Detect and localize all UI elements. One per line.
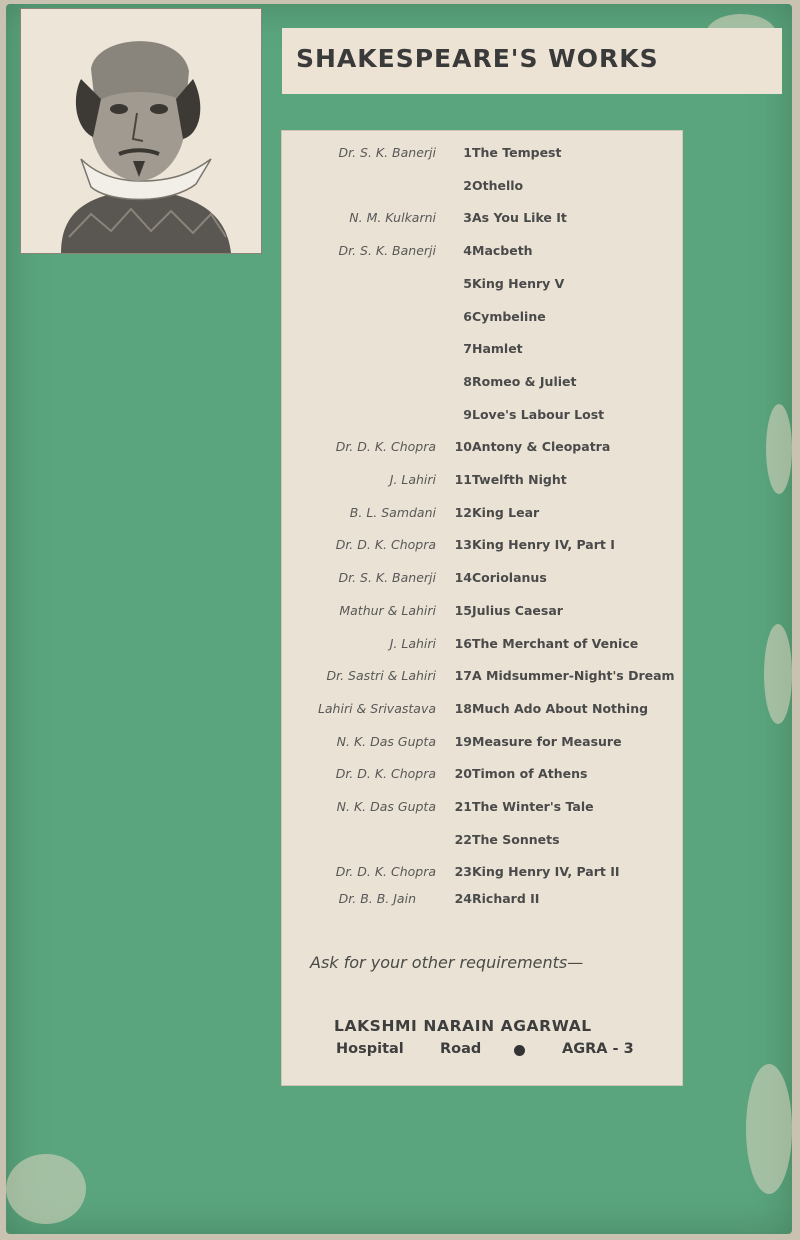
work-number: 21 — [454, 799, 472, 814]
work-title: The Tempest — [472, 145, 562, 160]
work-title: Julius Caesar — [472, 602, 563, 618]
work-number: 4 — [463, 243, 472, 259]
work-author: Lahiri & Srivastava — [317, 700, 436, 716]
work-title: Twelfth Night — [472, 472, 567, 487]
list-item — [282, 601, 682, 623]
work-author: Mathur & Lahiri — [339, 602, 436, 618]
work-author: Dr. D. K. Chopra — [335, 439, 436, 455]
work-number: 6 — [463, 308, 472, 324]
work-number: 20 — [454, 766, 472, 782]
list-item — [282, 143, 682, 165]
work-title: The Merchant of Venice — [472, 635, 639, 651]
work-author: Dr. S. K. Banerji — [338, 243, 436, 259]
work-number: 9 — [463, 406, 472, 422]
list-item — [282, 568, 682, 590]
work-number: 10 — [454, 439, 472, 455]
publisher-name: LAKSHMI NARAIN AGARWAL — [334, 1017, 592, 1035]
work-number: 3 — [463, 210, 472, 226]
list-item — [282, 307, 682, 329]
work-number: 15 — [454, 602, 472, 618]
work-title: Macbeth — [472, 243, 533, 259]
work-author: Dr. S. K. Banerji — [338, 145, 436, 160]
work-number: 8 — [463, 373, 472, 389]
work-title: Much Ado About Nothing — [472, 700, 649, 716]
address-city: AGRA - 3 — [562, 1041, 634, 1057]
work-number: 24 — [454, 891, 472, 907]
list-item — [282, 797, 682, 819]
work-number: 18 — [454, 700, 472, 716]
list-item — [282, 372, 682, 394]
work-number: 13 — [454, 537, 472, 553]
wear-mark — [746, 1064, 792, 1194]
work-number: 14 — [454, 570, 472, 586]
wear-mark — [766, 404, 792, 494]
dot-icon — [514, 1045, 525, 1056]
list-item — [282, 889, 682, 911]
work-author: Dr. B. B. Jain — [338, 891, 416, 907]
title-band — [282, 28, 782, 94]
work-title: Othello — [472, 177, 524, 193]
work-title: As You Like It — [472, 210, 567, 226]
wear-mark — [6, 1154, 86, 1224]
work-author: B. L. Samdani — [349, 504, 436, 520]
work-number: 12 — [454, 504, 472, 520]
shakespeare-portrait-icon — [21, 9, 261, 253]
list-item — [282, 634, 682, 656]
work-title: A Midsummer-Night's Dream — [472, 668, 675, 684]
work-title: King Henry IV, Part I — [472, 537, 615, 553]
work-number: 7 — [463, 341, 472, 357]
work-number: 1 — [463, 145, 472, 160]
work-title: Coriolanus — [472, 570, 547, 586]
work-author: N. K. Das Gupta — [336, 733, 436, 749]
work-number: 5 — [463, 275, 472, 291]
work-title: Cymbeline — [472, 308, 546, 324]
work-title: The Sonnets — [472, 831, 560, 847]
work-number: 22 — [454, 831, 472, 847]
address-street: Hospital — [336, 1041, 404, 1057]
work-title: King Lear — [472, 504, 540, 520]
work-author: Dr. Sastri & Lahiri — [326, 668, 436, 684]
list-item — [282, 830, 682, 852]
work-number: 11 — [454, 472, 472, 487]
work-author: Dr. D. K. Chopra — [335, 864, 436, 880]
work-title: Romeo & Juliet — [472, 373, 577, 389]
work-title: The Winter's Tale — [472, 799, 594, 814]
works-list-panel — [281, 130, 683, 1086]
list-item — [282, 699, 682, 721]
work-author: J. Lahiri — [389, 635, 436, 651]
list-item — [282, 535, 682, 557]
list-item — [282, 666, 682, 688]
author-portrait — [20, 8, 262, 254]
list-item — [282, 764, 682, 786]
work-title: Measure for Measure — [472, 733, 622, 749]
list-item — [282, 862, 682, 884]
wear-mark — [764, 624, 792, 724]
work-number: 2 — [463, 177, 472, 193]
work-author: Dr. D. K. Chopra — [335, 537, 436, 553]
list-item — [282, 241, 682, 263]
page-title: SHAKESPEARE'S WORKS — [296, 44, 659, 73]
work-number: 23 — [454, 864, 472, 880]
work-title: King Henry IV, Part II — [472, 864, 620, 880]
work-author: N. K. Das Gupta — [336, 799, 436, 814]
list-item — [282, 208, 682, 230]
list-item — [282, 437, 682, 459]
list-item — [282, 732, 682, 754]
work-title: Richard II — [472, 891, 540, 907]
work-title: King Henry V — [472, 275, 565, 291]
work-title: Timon of Athens — [472, 766, 588, 782]
list-item — [282, 470, 682, 492]
list-item — [282, 405, 682, 427]
work-author: J. Lahiri — [389, 472, 436, 487]
work-title: Love's Labour Lost — [472, 406, 605, 422]
list-item — [282, 339, 682, 361]
address-road: Road — [440, 1041, 482, 1057]
requirements-note: Ask for your other requirements— — [310, 953, 584, 972]
work-number: 19 — [454, 733, 472, 749]
work-title: Hamlet — [472, 341, 523, 357]
work-number: 16 — [454, 635, 472, 651]
list-item — [282, 274, 682, 296]
list-item — [282, 503, 682, 525]
publisher-address — [336, 1041, 646, 1063]
list-item — [282, 176, 682, 198]
work-title: Antony & Cleopatra — [472, 439, 611, 455]
work-author: Dr. D. K. Chopra — [335, 766, 436, 782]
work-author: Dr. S. K. Banerji — [338, 570, 436, 586]
work-author: N. M. Kulkarni — [349, 210, 436, 226]
work-number: 17 — [454, 668, 472, 684]
